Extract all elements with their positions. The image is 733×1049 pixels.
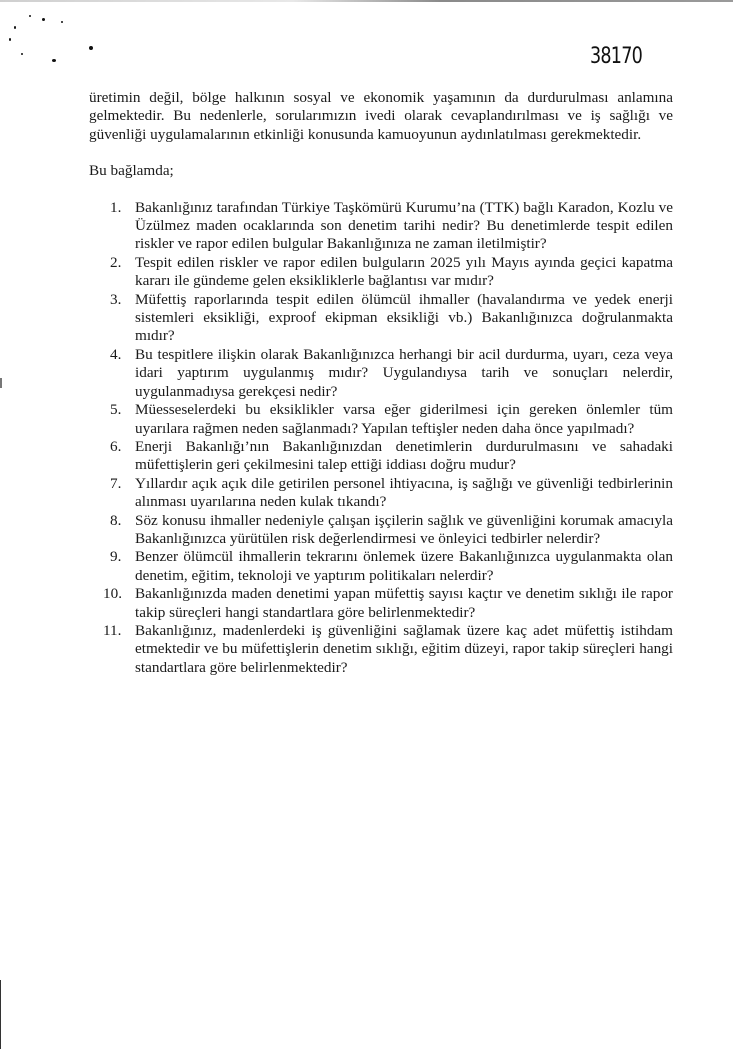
question-number: 3. xyxy=(110,290,122,308)
question-item xyxy=(89,512,673,549)
document-body xyxy=(89,89,673,677)
question-number: 5. xyxy=(110,401,122,419)
scan-speck xyxy=(61,21,63,23)
handwritten-page-number: 38170 xyxy=(590,44,642,69)
question-number: 9. xyxy=(110,548,122,566)
scan-left-mark xyxy=(0,378,2,388)
question-item xyxy=(89,401,673,438)
question-text: Müfettiş raporlarında tespit edilen ölümcül ihmaller (havalandırma ve yedek enerji sistemleri eksikliği, exproof ekipman eksikliği vb.) Bakanlığınızca doğrulanmakta mıdır? xyxy=(135,290,673,345)
question-text: Bakanlığınız tarafından Türkiye Taşkömürü Kurumu’na (TTK) bağlı Karadon, Kozlu ve Üzülmez maden ocaklarında son denetim tarihi nedir? Bu denetimlerde tespit edilen riskler ve rapor edilen bulgular Bakanlığınıza ne zaman iletilmiştir? xyxy=(135,198,673,253)
lead-in-text: Bu bağlamda; xyxy=(89,162,174,180)
scan-speck xyxy=(89,46,93,50)
question-number: 4. xyxy=(110,345,122,363)
question-item xyxy=(89,291,673,346)
scan-speck xyxy=(14,26,16,29)
intro-paragraph: üretimin değil, bölge halkının sosyal ve ekonomik yaşamının da durdurulması anlamına gelmektedir. Bu nedenlerle, sorularımızın ivedi olarak cevaplandırılması ve iş sağlığı ve güvenliği uygulamalarının etkinliği konusunda kamuoyunun aydınlatılması gerekmektedir. xyxy=(89,89,673,143)
scan-speck xyxy=(21,53,23,55)
question-text: Bakanlığınızda maden denetimi yapan müfettiş sayısı kaçtır ve denetim sıklığı ile rapor takip süreçleri hangi standartlara göre belirlenmektedir? xyxy=(135,585,673,621)
scan-speck xyxy=(52,59,56,62)
question-text: Söz konusu ihmaller nedeniyle çalışan işçilerin sağlık ve güvenliğini korumak amacıyla Bakanlığınızca yürütülen risk değerlendirmesi ve önleyici tedbirler nelerdir? xyxy=(135,511,673,547)
question-item xyxy=(89,475,673,512)
question-text: Bakanlığınız, madenlerdeki iş güvenliğini sağlamak üzere kaç adet müfettiş istihdam etmektedir ve bu müfettişlerin denetim sıklığı, eğitim düzeyi, rapor takip süreçleri hangi standartlara göre belirlenmektedir? xyxy=(135,621,673,676)
question-number: 11. xyxy=(103,621,122,639)
intro-section xyxy=(89,89,673,181)
question-item xyxy=(89,585,673,622)
question-item xyxy=(89,622,673,677)
question-number: 1. xyxy=(110,198,122,216)
question-text: Benzer ölümcül ihmallerin tekrarını önlemek üzere Bakanlığınızca uygulanmakta olan denetim, eğitim, teknoloji ve yaptırım politikaları nelerdir? xyxy=(135,548,673,584)
question-item xyxy=(89,346,673,401)
question-item xyxy=(89,548,673,585)
question-text: Tespit edilen riskler ve rapor edilen bulguların 2025 yılı Mayıs ayında geçici kapatma kararı ile gündeme gelen eksikliklerle bağlantısı var mıdır? xyxy=(135,253,673,290)
scan-speck xyxy=(9,38,11,41)
question-number: 6. xyxy=(110,437,122,455)
scan-top-edge xyxy=(0,0,733,2)
question-text: Enerji Bakanlığı’nın Bakanlığınızdan denetimlerin durdurulmasını ve sahadaki müfettişlerin geri çekilmesini talep ettiği iddiası doğru mudur? xyxy=(135,437,673,474)
scan-speck xyxy=(42,18,45,21)
question-item xyxy=(89,254,673,291)
question-text: Bu tespitlere ilişkin olarak Bakanlığınızca herhangi bir acil durdurma, uyarı, ceza veya idari yaptırım uygulanmış mıdır? Uygulandıysa tarih ve sonuçları nelerdir, uygulanmadıysa gerekçesi nedir? xyxy=(135,345,673,400)
question-item xyxy=(89,199,673,254)
question-item xyxy=(89,438,673,475)
question-text: Müesseselerdeki bu eksiklikler varsa eğer giderilmesi için gereken önlemler tüm uyarılara rağmen neden sağlanmadı? Yapılan teftişler neden daha önce yapılmadı? xyxy=(135,401,673,437)
question-number: 8. xyxy=(110,511,122,529)
question-number: 10. xyxy=(103,585,122,603)
question-list xyxy=(89,199,673,678)
scan-left-edge xyxy=(0,980,1,1049)
question-number: 2. xyxy=(110,253,122,271)
question-number: 7. xyxy=(110,474,122,492)
question-text: Yıllardır açık açık dile getirilen personel ihtiyacına, iş sağlığı ve güvenliği tedbirlerinin alınması uyarılarına neden kulak tıkandı? xyxy=(135,474,673,511)
scan-speck xyxy=(29,15,31,17)
